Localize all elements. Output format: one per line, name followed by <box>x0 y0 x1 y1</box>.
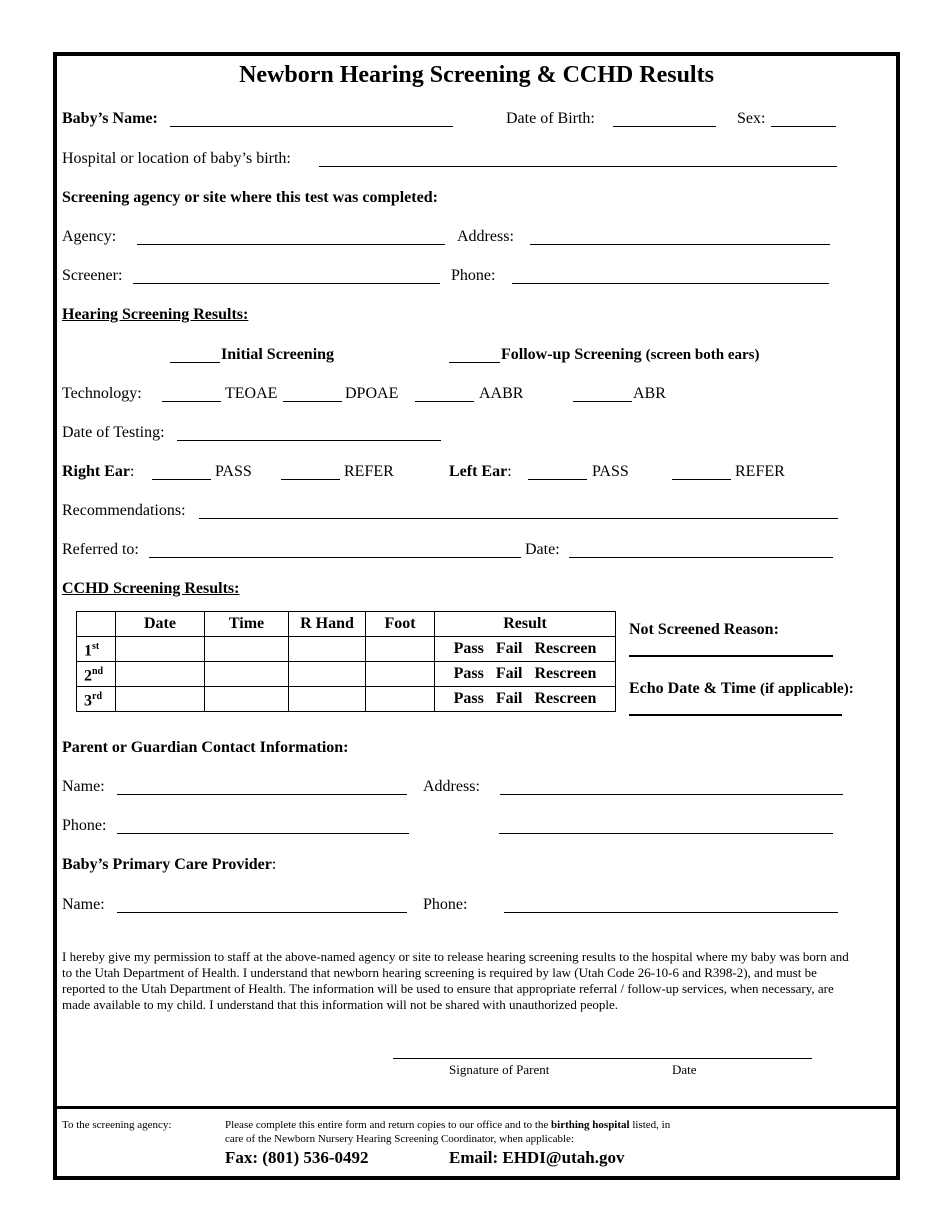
cchd-header-result: Result <box>435 612 616 637</box>
left-ear-pass-label: PASS <box>592 463 629 480</box>
cchd-rhand-cell[interactable] <box>289 662 366 687</box>
dpoae-label: DPOAE <box>345 385 399 402</box>
agency-label: Agency: <box>62 228 117 245</box>
baby-name-field[interactable] <box>170 126 453 127</box>
cchd-header-row <box>77 612 616 637</box>
cchd-date-cell[interactable] <box>116 687 205 712</box>
cchd-result-cell[interactable]: Pass Fail Rescreen <box>435 687 616 712</box>
cchd-rhand-cell[interactable] <box>289 637 366 662</box>
parent-address-line2-field[interactable] <box>499 833 833 834</box>
table-row <box>77 637 616 662</box>
left-ear-pass-field[interactable] <box>528 479 587 480</box>
signature-label: Signature of Parent <box>449 1062 550 1077</box>
cchd-date-cell[interactable] <box>116 637 205 662</box>
not-screened-label: Not Screened Reason: <box>629 621 779 638</box>
footer-fax: Fax: (801) 536-0492 <box>225 1148 369 1167</box>
footer-instruction-line1: Please complete this entire form and return copies to our office and to the birthing hospital listed, in <box>225 1119 671 1131</box>
cchd-result-cell[interactable]: Pass Fail Rescreen <box>435 662 616 687</box>
footer-to-label: To the screening agency: <box>62 1119 172 1131</box>
pcp-heading: Baby’s Primary Care Provider: <box>62 856 277 873</box>
abr-field[interactable] <box>573 401 632 402</box>
not-screened-field[interactable] <box>629 655 833 657</box>
cchd-header-foot: Foot <box>366 612 435 637</box>
table-row <box>77 687 616 712</box>
parent-address-label: Address: <box>423 778 480 795</box>
abr-label: ABR <box>633 385 666 402</box>
cchd-foot-cell[interactable] <box>366 662 435 687</box>
right-ear-refer-field[interactable] <box>281 479 340 480</box>
cchd-foot-cell[interactable] <box>366 637 435 662</box>
cchd-date-cell[interactable] <box>116 662 205 687</box>
parent-name-field[interactable] <box>117 794 407 795</box>
screener-label: Screener: <box>62 267 123 284</box>
parent-address-field[interactable] <box>500 794 843 795</box>
agency-address-label: Address: <box>457 228 514 245</box>
screener-phone-label: Phone: <box>451 267 496 284</box>
right-ear-refer-label: REFER <box>344 463 394 480</box>
recommendations-field[interactable] <box>199 518 838 519</box>
cchd-header-blank <box>77 612 116 637</box>
referred-date-label: Date: <box>525 541 560 558</box>
footer-divider <box>57 1106 896 1109</box>
right-ear-label: Right Ear: <box>62 463 135 480</box>
echo-field[interactable] <box>629 714 842 716</box>
screener-phone-field[interactable] <box>512 283 829 284</box>
agency-address-field[interactable] <box>530 244 830 245</box>
recommendations-label: Recommendations: <box>62 502 186 519</box>
cchd-header-rhand: R Hand <box>289 612 366 637</box>
parent-phone-label: Phone: <box>62 817 107 834</box>
dob-label: Date of Birth: <box>506 110 595 127</box>
followup-screening-field[interactable] <box>449 362 500 363</box>
referred-field[interactable] <box>149 557 521 558</box>
pcp-phone-field[interactable] <box>504 912 838 913</box>
form-title: Newborn Hearing Screening & CCHD Results <box>239 62 714 88</box>
screener-field[interactable] <box>133 283 440 284</box>
parent-name-label: Name: <box>62 778 105 795</box>
cchd-row-number: 2nd <box>77 662 116 687</box>
signature-date-label: Date <box>672 1062 697 1077</box>
cchd-row-number: 3rd <box>77 687 116 712</box>
cchd-rhand-cell[interactable] <box>289 687 366 712</box>
right-ear-pass-field[interactable] <box>152 479 211 480</box>
cchd-time-cell[interactable] <box>205 662 289 687</box>
left-ear-refer-label: REFER <box>735 463 785 480</box>
date-testing-label: Date of Testing: <box>62 424 165 441</box>
dpoae-field[interactable] <box>283 401 342 402</box>
cchd-header-date: Date <box>116 612 205 637</box>
date-testing-field[interactable] <box>177 440 441 441</box>
cchd-time-cell[interactable] <box>205 637 289 662</box>
hearing-results-heading: Hearing Screening Results: <box>62 306 249 323</box>
footer-email: Email: EHDI@utah.gov <box>449 1148 625 1167</box>
followup-screening-label: Follow-up Screening (screen both ears) <box>501 346 760 363</box>
form-frame <box>53 52 900 1180</box>
baby-name-label: Baby’s Name: <box>62 110 158 127</box>
referred-date-field[interactable] <box>569 557 833 558</box>
teoae-label: TEOAE <box>225 385 278 402</box>
cchd-heading: CCHD Screening Results: <box>62 580 240 597</box>
pcp-phone-label: Phone: <box>423 896 468 913</box>
consent-paragraph: I hereby give my permission to staff at the above-named agency or site to release hearing screening results to the hospital where my baby was born and to the Utah Department of Health. I understand that newborn hearing screening is required by law (Utah Code 26-10-6 and R398-2), and must be reported to the Utah Department of Health. The information will be used to ensure that appropriate referral / follow-up services, when necessary, are made available to my child. I understand that this information will not be shared with unauthorized people. <box>62 949 849 1012</box>
left-ear-refer-field[interactable] <box>672 479 731 480</box>
cchd-foot-cell[interactable] <box>366 687 435 712</box>
parent-phone-field[interactable] <box>117 833 409 834</box>
left-ear-label: Left Ear: <box>449 463 512 480</box>
teoae-field[interactable] <box>162 401 221 402</box>
aabr-label: AABR <box>479 385 524 402</box>
footer-instruction-line2: care of the Newborn Nursery Hearing Screening Coordinator, when applicable: <box>225 1133 574 1145</box>
signature-field[interactable] <box>393 1058 812 1059</box>
cchd-time-cell[interactable] <box>205 687 289 712</box>
table-row <box>77 662 616 687</box>
pcp-name-field[interactable] <box>117 912 407 913</box>
echo-label: Echo Date & Time (if applicable): <box>629 680 854 697</box>
initial-screening-label: Initial Screening <box>221 346 335 363</box>
sex-field[interactable] <box>771 126 836 127</box>
hospital-label: Hospital or location of baby’s birth: <box>62 150 291 167</box>
cchd-header-time: Time <box>205 612 289 637</box>
sex-label: Sex: <box>737 110 766 127</box>
cchd-table <box>76 611 616 712</box>
agency-field[interactable] <box>137 244 445 245</box>
right-ear-pass-label: PASS <box>215 463 252 480</box>
cchd-result-cell[interactable]: Pass Fail Rescreen <box>435 637 616 662</box>
aabr-field[interactable] <box>415 401 474 402</box>
initial-screening-field[interactable] <box>170 362 220 363</box>
agency-heading: Screening agency or site where this test was completed: <box>62 189 438 206</box>
hospital-field[interactable] <box>319 166 837 167</box>
parent-heading: Parent or Guardian Contact Information: <box>62 739 349 756</box>
technology-label: Technology: <box>62 385 142 402</box>
referred-label: Referred to: <box>62 541 139 558</box>
cchd-row-number: 1st <box>77 637 116 662</box>
pcp-name-label: Name: <box>62 896 105 913</box>
dob-field[interactable] <box>613 126 716 127</box>
